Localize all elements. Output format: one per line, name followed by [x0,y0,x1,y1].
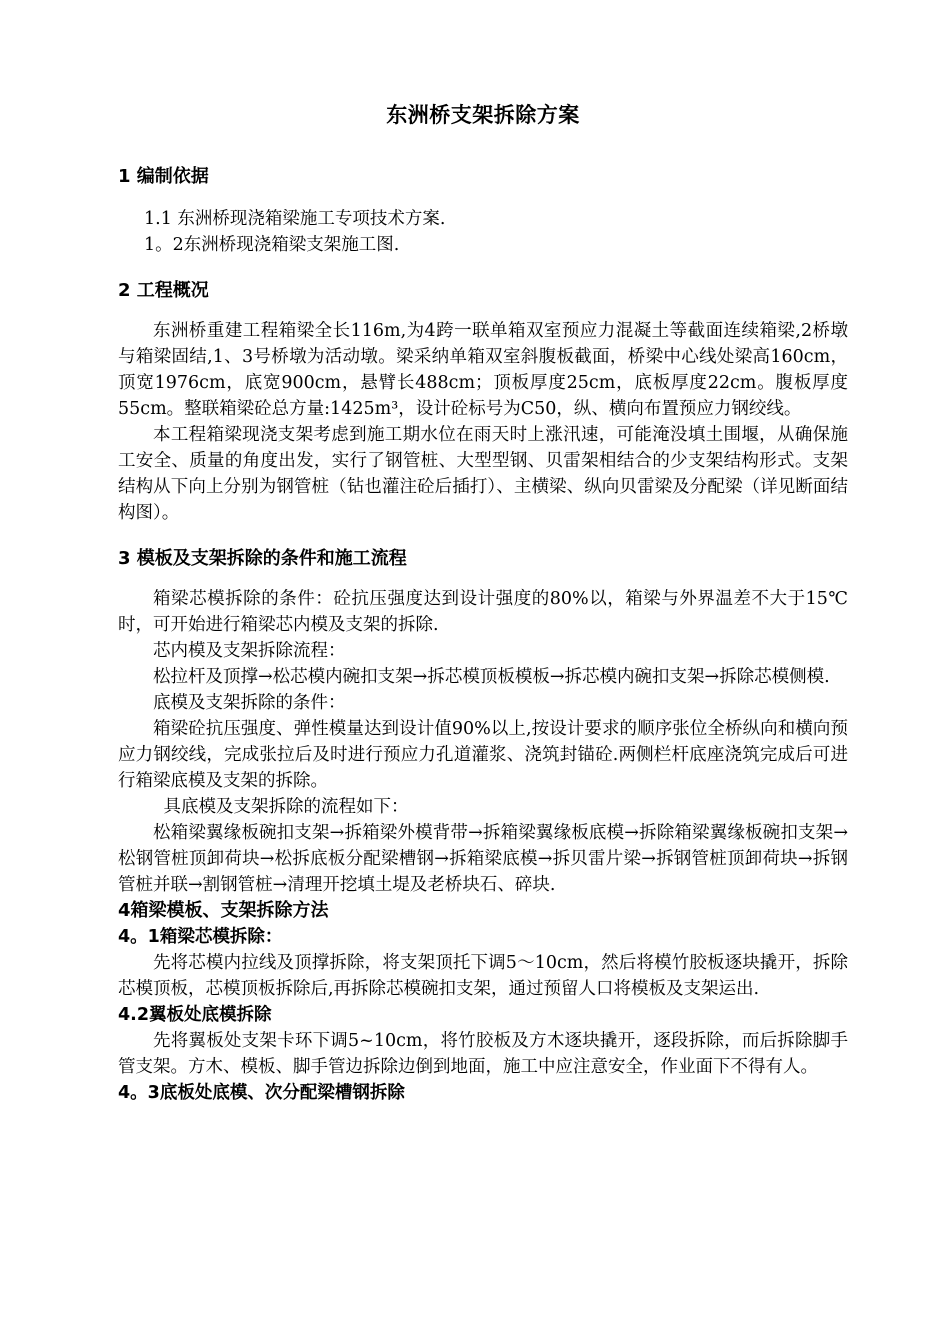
paragraph: 东洲桥重建工程箱梁全长116m,为4跨一联单箱双室预应力混凝土等截面连续箱梁,2桥墩与箱梁固结,1、3号桥墩为活动墩。梁采纳单箱双室斜腹板截面，桥梁中心线处梁高160cm，顶宽1976cm，底宽900cm，悬臂长488cm；顶板厚度25cm，底板厚度22cm。腹板厚度55cm。整联箱梁砼总方量:1425m³，设计砼标号为C50，纵、横向布置预应力钢绞线。 [118,321,848,419]
list-item: 1。2东洲桥现浇箱梁支架施工图. [144,235,400,255]
section-3-heading: 3 模板及支架拆除的条件和施工流程 [118,548,407,569]
section-4-heading: 4箱梁模板、支架拆除方法 [118,900,329,921]
paragraph: 底模及支架拆除的条件： [153,693,346,713]
section-1-list [118,206,848,258]
document-page [118,100,848,1106]
section-2-body [118,318,848,526]
paragraph: 箱梁芯模拆除的条件：砼抗压强度达到设计强度的80%以，箱梁与外界温差不大于15℃时，可开始进行箱梁芯内模及支架的拆除. [118,589,848,635]
paragraph: 松箱梁翼缘板碗扣支架→拆箱梁外模背带→拆箱梁翼缘板底模→拆除箱梁翼缘板碗扣支架→松钢管桩顶卸荷块→松拆底板分配梁槽钢→拆箱梁底模→拆贝雷片梁→拆钢管桩顶卸荷块→拆钢管桩并联→割钢管桩→清理开挖填土堤及老桥块石、碎块. [118,823,848,895]
paragraph: 本工程箱梁现浇支架考虑到施工期水位在雨天时上涨汛速，可能淹没填土围堰，从确保施工安全、质量的角度出发，实行了钢管桩、大型型钢、贝雷架相结合的少支架结构形式。支架结构从下向上分别为钢管桩（钻也灌注砼后插打）、主横梁、纵向贝雷梁及分配梁（详见断面结构图）。 [118,425,848,523]
paragraph: 先将翼板处支架卡环下调5~10cm，将竹胶板及方木逐块撬开，逐段拆除，而后拆除脚手管支架。方木、模板、脚手管边拆除边倒到地面，施工中应注意安全，作业面下不得有人。 [118,1031,848,1077]
section-3-body [118,586,848,898]
list-item: 1.1 东洲桥现浇箱梁施工专项技术方案. [144,209,446,229]
section-4-1-heading: 4。1箱梁芯模拆除： [118,927,283,947]
section-1-heading: 1 编制依据 [118,166,209,187]
paragraph: 箱梁砼抗压强度、弹性模量达到设计值90%以上,按设计要求的顺序张位全桥纵向和横向预应力钢绞线，完成张拉后及时进行预应力孔道灌浆、浇筑封锚砼.两侧栏杆底座浇筑完成后可进行箱梁底模及支架的拆除。 [118,719,848,791]
document-title: 东洲桥支架拆除方案 [386,103,580,127]
paragraph: 具底模及支架拆除的流程如下： [163,797,409,817]
paragraph: 松拉杆及顶撑→松芯模内碗扣支架→拆芯模顶板模板→拆芯模内碗扣支架→拆除芯模侧模. [153,667,830,687]
section-4-3-heading: 4。3底板处底模、次分配梁槽钢拆除 [118,1083,405,1103]
paragraph: 先将芯模内拉线及顶撑拆除，将支架顶托下调5～10cm，然后将模竹胶板逐块撬开，拆除芯模顶板，芯模顶板拆除后,再拆除芯模碗扣支架，通过预留人口将模板及支架运出. [118,953,848,999]
section-4-2-heading: 4.2翼板处底模拆除 [118,1005,272,1025]
section-2-heading: 2 工程概况 [118,280,209,301]
paragraph: 芯内模及支架拆除流程： [153,641,346,661]
